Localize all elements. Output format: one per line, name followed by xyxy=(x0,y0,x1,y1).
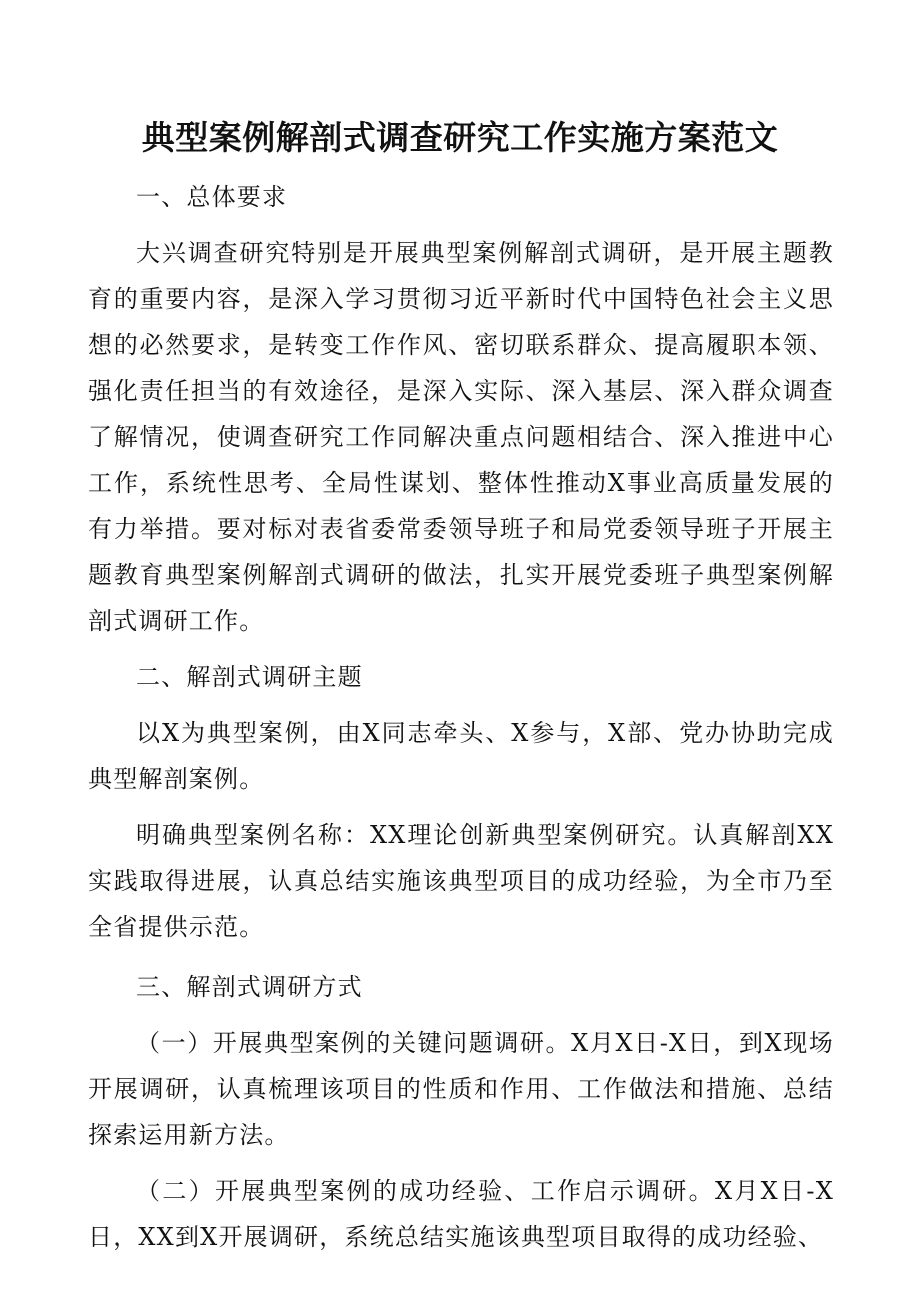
paragraph-case-name: 明确典型案例名称：XX理论创新典型案例研究。认真解剖XX实践取得进展，认真总结实施该典型项目的成功经验，为全市乃至全省提供示范。 xyxy=(88,821,834,941)
section-heading-overall-requirements: 一、总体要求 xyxy=(136,183,288,211)
document-body xyxy=(88,170,834,1260)
paragraph-method-key-issues: （一）开展典型案例的关键问题调研。X月X日-X日，到X现场开展调研，认真梳理该项目的性质和作用、工作做法和措施、总结探索运用新方法。 xyxy=(88,1029,834,1149)
section-heading-research-method: 三、解剖式调研方式 xyxy=(136,973,363,1001)
paragraph-overall-requirements: 大兴调查研究特别是开展典型案例解剖式调研，是开展主题教育的重要内容，是深入学习贯彻习近平新时代中国特色社会主义思想的必然要求，是转变工作作风、密切联系群众、提高履职本领、强化责任担当的有效途径，是深入实际、深入基层、深入群众调查了解情况，使调查研究工作同解决重点问题相结合、深入推进中心工作，系统性思考、全局性谋划、整体性推动X事业高质量发展的有力举措。要对标对表省委常委领导班子和局党委领导班子开展主题教育典型案例解剖式调研的做法，扎实开展党委班子典型案例解剖式调研工作。 xyxy=(88,239,834,635)
paragraph-method-success-experience: （二）开展典型案例的成功经验、工作启示调研。X月X日-X日，XX到X开展调研，系统总结实施该典型项目取得的成功经验、 xyxy=(88,1177,834,1251)
paragraph-topic-assignment: 以X为典型案例，由X同志牵头、X参与，X部、党办协助完成典型解剖案例。 xyxy=(88,719,834,793)
section-heading-research-topic: 二、解剖式调研主题 xyxy=(136,663,363,691)
document-title: 典型案例解剖式调查研究工作实施方案范文 xyxy=(141,118,779,157)
